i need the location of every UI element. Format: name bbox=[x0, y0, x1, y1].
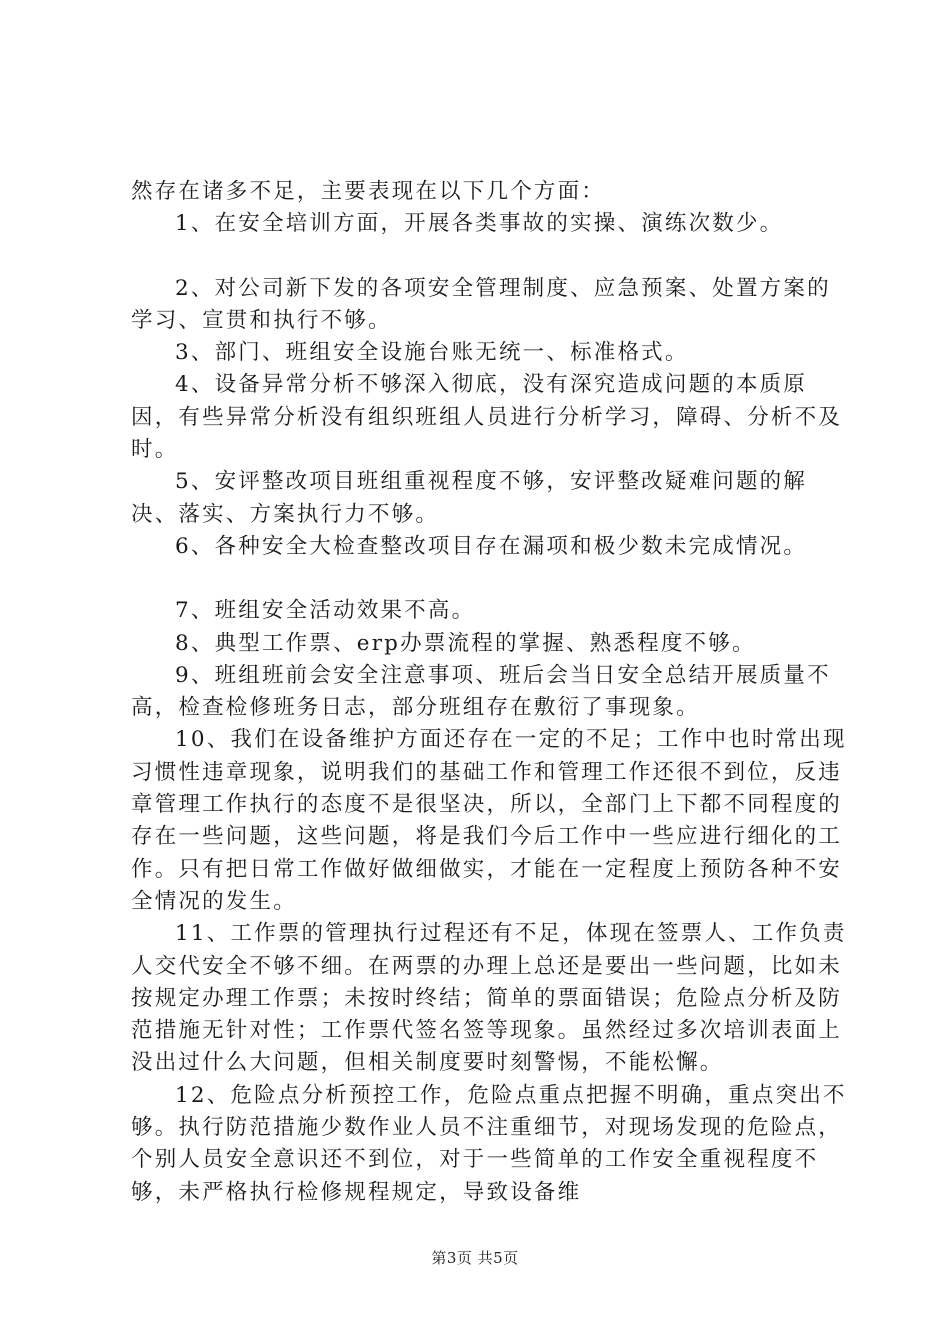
page-number: 第3页 共5页 bbox=[431, 1249, 519, 1267]
paragraph-continuation: 然存在诸多不足，主要表现在以下几个方面： bbox=[131, 179, 606, 204]
document-body bbox=[131, 176, 851, 1209]
paragraph-gap bbox=[131, 241, 851, 273]
list-item-5: 5、安评整改项目班组重视程度不够，安评整改疑难问题的解决、落实、方案执行力不够。 bbox=[131, 469, 808, 527]
list-item-1: 1、在安全培训方面，开展各类事故的实操、演练次数少。 bbox=[175, 211, 784, 237]
paragraph-gap bbox=[131, 563, 851, 595]
list-item-10: 10、我们在设备维护方面还存在一定的不足；工作中也时常出现习惯性违章现象，说明我们的基础工作和管理工作还很不到位，反违章管理工作执行的态度不是很坚决，所以，全部门上下都不同程度的存在一些问题，这些问题，将是我们今后工作中一些应进行细化的工作。只有把日常工作做好做细做实，才能在一定程度上预防各种不安全情况的发生。 bbox=[131, 727, 847, 914]
list-item-3: 3、部门、班组安全设施台账无统一、标准格式。 bbox=[175, 340, 689, 366]
list-item-12: 12、危险点分析预控工作，危险点重点把握不明确，重点突出不够。执行防范措施少数作业人员不注重细节，对现场发现的危险点，个别人员安全意识还不到位，对于一些简单的工作安全重视程度不够，未严格执行检修规程规定，导致设备维 bbox=[131, 1082, 847, 1205]
list-item-4: 4、设备异常分析不够深入彻底，没有深究造成问题的本质原因，有些异常分析没有组织班组人员进行分析学习，障碍、分析不及时。 bbox=[131, 372, 843, 463]
list-item-9: 9、班组班前会安全注意事项、班后会当日安全总结开展质量不高，检查检修班务日志，部分班组存在敷衍了事现象。 bbox=[131, 662, 831, 721]
list-item-2: 2、对公司新下发的各项安全管理制度、应急预案、处置方案的学习、宣贯和执行不够。 bbox=[131, 275, 831, 333]
list-item-7: 7、班组安全活动效果不高。 bbox=[175, 598, 476, 624]
list-item-6: 6、各种安全大检查整改项目存在漏项和极少数未完成情况。 bbox=[175, 533, 808, 559]
list-item-8: 8、典型工作票、erp办票流程的掌握、熟悉程度不够。 bbox=[175, 630, 756, 656]
list-item-11: 11、工作票的管理执行过程还有不足，体现在签票人、工作负责人交代安全不够不细。在两票的办理上总还是要出一些问题，比如未按规定办理工作票；未按时终结；简单的票面错误；危险点分析及防范措施无针对性；工作票代签名签等现象。虽然经过多次培训表面上没出过什么大问题，但相关制度要时刻警惕，不能松懈。 bbox=[131, 921, 847, 1076]
